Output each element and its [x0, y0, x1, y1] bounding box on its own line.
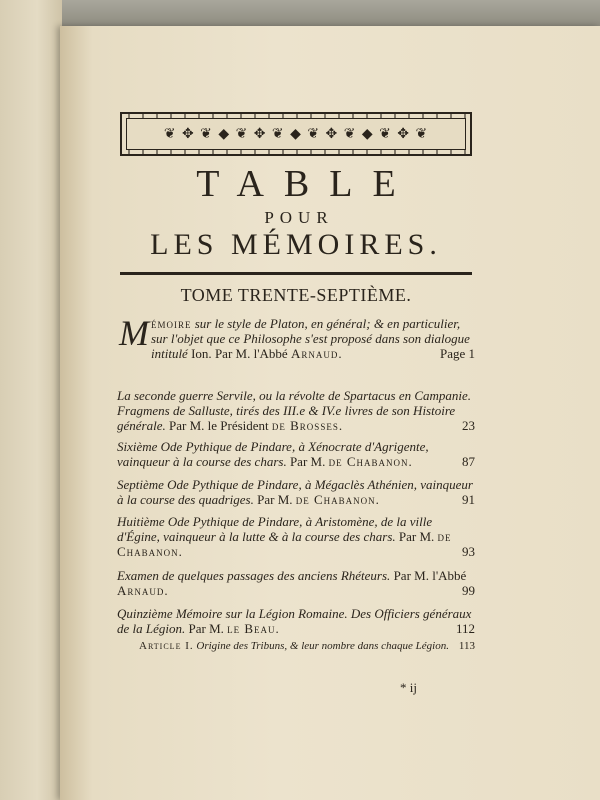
entry-by: Par M. l'Abbé	[211, 346, 291, 361]
title-rule	[120, 272, 472, 275]
entry-page: 91	[462, 492, 475, 507]
toc-subentry	[117, 640, 475, 652]
entry-text: Huitième Ode Pythique de Pindare, à Aristomène, de la ville d'Égine, vainqueur à la lutte & à la course des chars.	[117, 514, 433, 544]
signature-mark: * ij	[400, 680, 417, 695]
entry-text: Septième Ode Pythique de Pindare, à Mégaclès Athénien, vainqueur à la course des quadriges.	[117, 477, 473, 507]
ornament-pattern: ❦ ✥ ❦ ◆ ❦ ✥ ❦ ◆ ❦ ✥ ❦ ◆ ❦ ✥ ❦	[126, 118, 466, 150]
entry-by: Par M. l'Abbé	[390, 568, 467, 583]
entry-author: Arnaud.	[117, 583, 169, 598]
table-of-contents	[117, 313, 475, 652]
entry-author: de Chabanon.	[117, 529, 452, 559]
entry-text: sur le style de Platon, en général; & en particulier, sur l'objet que ce Philosophe s'est proposé dans son dialogue intitulé	[151, 316, 470, 361]
tome-heading: TOME TRENTE-SEPTIÈME.	[180, 285, 412, 305]
article-label: Article I.	[139, 640, 194, 652]
entry-author: de Brosses.	[271, 418, 344, 433]
drop-initial: M	[119, 313, 149, 353]
entry-by: Par M.	[395, 529, 438, 544]
entry-work: Ion.	[191, 346, 212, 361]
toc-entry	[117, 388, 475, 436]
article-text: Origine des Tribuns, & leur nombre dans chaque Légion.	[193, 640, 449, 652]
entry-text: Sixième Ode Pythique de Pindare, à Xénocrate d'Agrigente, vainqueur à la course des chars.	[117, 439, 429, 469]
entry-page: 99	[462, 583, 475, 598]
entry-author: de Chabanon.	[295, 492, 380, 507]
entry-by: Par M.	[253, 492, 296, 507]
entry-author: le Beau.	[227, 621, 280, 636]
title-memoires: LES MÉMOIRES.	[150, 228, 442, 261]
entry-by: Par M. le Président	[165, 418, 272, 433]
entry-page: 87	[462, 454, 475, 469]
entry-by: Par M.	[286, 454, 329, 469]
header-ornament	[120, 112, 472, 156]
toc-entry	[117, 606, 475, 638]
entry-by: Par M.	[185, 621, 228, 636]
toc-entry	[117, 514, 475, 562]
entry-page: 23	[462, 418, 475, 433]
toc-entry	[117, 477, 475, 509]
entry-text-2: livres de son Histoire générale.	[117, 403, 456, 433]
entry-text: La seconde guerre Servile, ou la révolte de Spartacus en Campanie. Fragmens de Salluste, tirés des	[117, 388, 472, 418]
entry-books: III.e & IV.e	[283, 403, 342, 418]
entry-text: Examen de quelques passages des anciens Rhéteurs.	[117, 568, 391, 583]
facing-page-edge	[0, 0, 62, 800]
article-page: 113	[458, 640, 475, 652]
title-pour: POUR	[264, 208, 334, 227]
entry-page: 112	[455, 621, 475, 636]
entry-page: Page 1	[439, 346, 475, 361]
entry-author: Arnaud.	[290, 346, 343, 361]
entry-page: 93	[462, 544, 475, 559]
toc-entry	[117, 439, 475, 471]
toc-entry	[117, 313, 475, 382]
page-title: TABLE	[196, 163, 416, 205]
toc-entry	[117, 568, 475, 600]
entry-author: de Chabanon.	[328, 454, 413, 469]
background-surface	[0, 0, 600, 28]
entry-text: Quinzième Mémoire sur la Légion Romaine. Des Officiers généraux de la Légion.	[117, 606, 472, 636]
entry-lead: émoire	[151, 316, 192, 331]
